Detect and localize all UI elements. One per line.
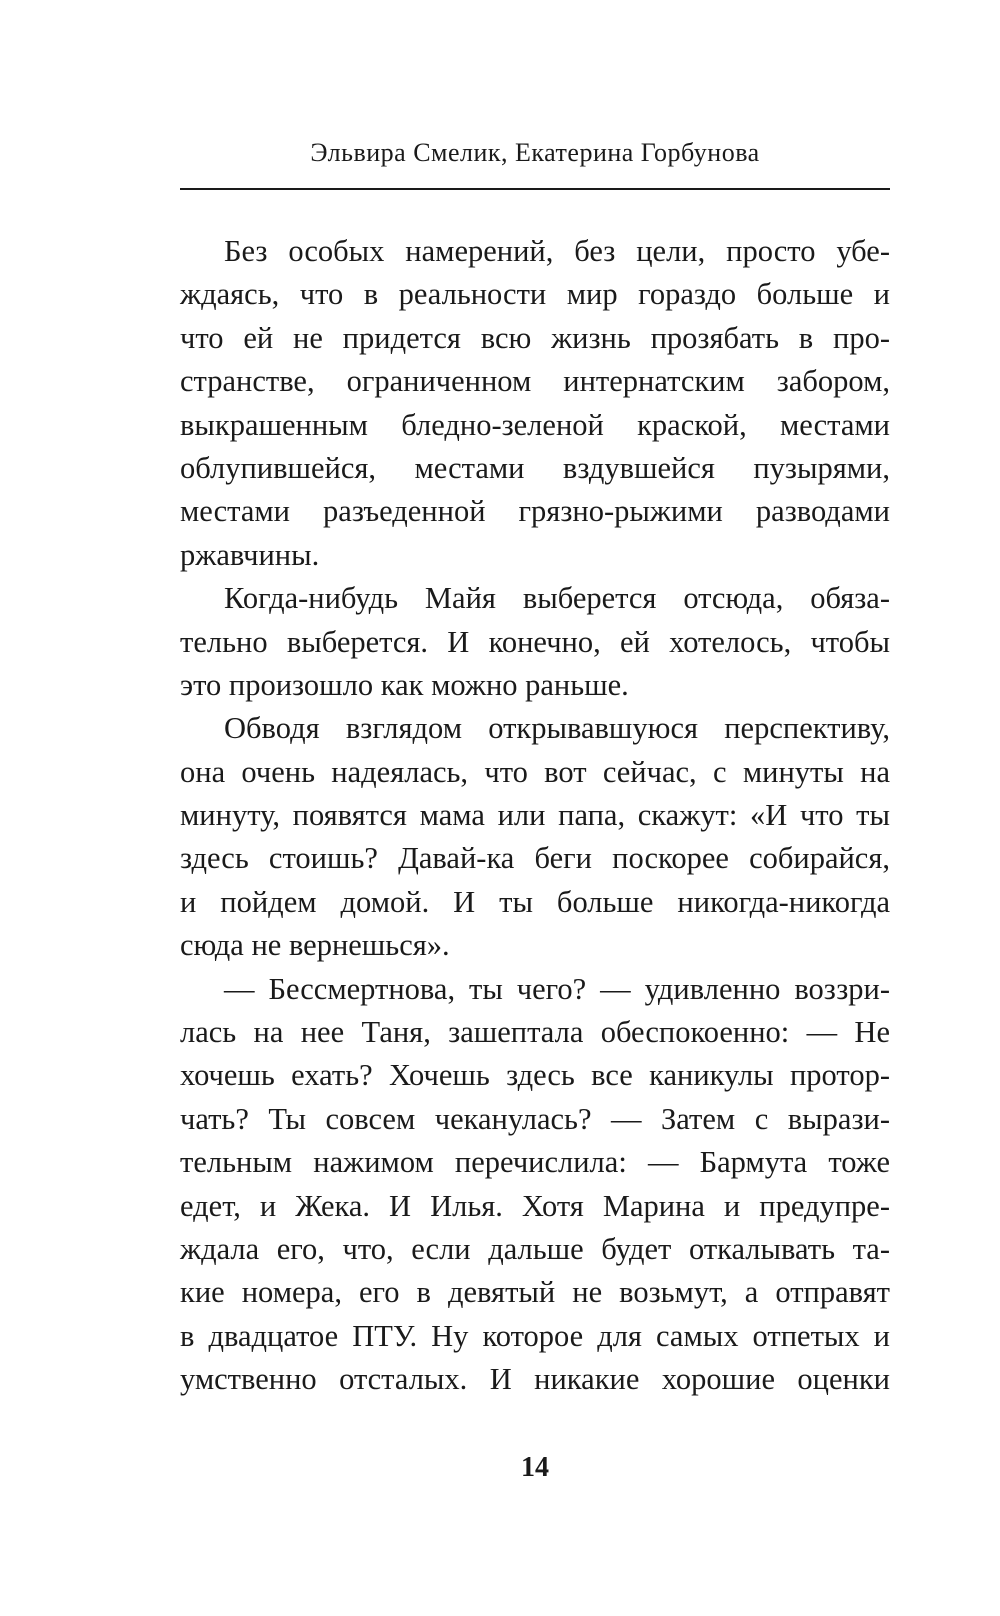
text-line: здесь стоишь? Давай-ка беги поскорее собирайся, <box>180 841 890 876</box>
text-line: Без особых намерений, без цели, просто убе- <box>224 234 890 268</box>
text-line: она очень надеялась, что вот сейчас, с минуты на <box>180 754 890 789</box>
running-header: Эльвира Смелик, Екатерина Горбунова <box>310 138 760 167</box>
text-line: что ей не придется всю жизнь прозябать в про- <box>180 320 890 355</box>
text-line: чать? Ты совсем чеканулась? — Затем с вырази- <box>180 1101 890 1136</box>
text-line: Обводя взглядом открывавшуюся перспективу, <box>224 711 890 746</box>
text-line: тельно выберется. И конечно, ей хотелось, чтобы <box>180 624 890 659</box>
text-line: Когда-нибудь Майя выберется отсюда, обяза- <box>224 581 890 616</box>
text-line: ждала его, что, если дальше будет откалывать та- <box>180 1231 890 1266</box>
text-line: ждаясь, что в реальности мир гораздо больше и <box>180 277 890 312</box>
text-line: минуту, появятся мама или папа, скажут: «И что ты <box>180 798 890 833</box>
text-line: едет, и Жека. И Илья. Хотя Марина и предупре- <box>180 1188 890 1223</box>
text-line: местами разъеденной грязно-рыжими разводами <box>180 494 890 529</box>
text-line: сюда не вернешься». <box>180 928 450 963</box>
header-rule <box>180 188 890 190</box>
body-text <box>180 230 890 1402</box>
text-line: странстве, ограниченном интернатским забором, <box>180 364 890 399</box>
text-line: в двадцатое ПТУ. Ну которое для самых отпетых и <box>180 1318 890 1353</box>
page-number: 14 <box>521 1452 549 1483</box>
text-line: и пойдем домой. И ты больше никогда-никогда <box>180 884 890 919</box>
text-line: тельным нажимом перечислила: — Бармута тоже <box>180 1145 890 1180</box>
text-line: выкрашенным бледно-зеленой краской, местами <box>180 407 890 442</box>
text-line: кие номера, его в девятый не возьмут, а отправят <box>180 1275 890 1310</box>
text-line: лась на нее Таня, зашептала обеспокоенно: — Не <box>180 1015 890 1050</box>
text-line: облупившейся, местами вздувшейся пузырями, <box>180 450 890 485</box>
text-line: ржавчины. <box>180 537 320 572</box>
text-line: это произошло как можно раньше. <box>180 667 629 702</box>
text-line: умственно отсталых. И никакие хорошие оценки <box>180 1362 890 1397</box>
text-line: — Бессмертнова, ты чего? — удивленно воззри- <box>224 971 890 1006</box>
text-line: хочешь ехать? Хочешь здесь все каникулы протор- <box>180 1058 890 1093</box>
